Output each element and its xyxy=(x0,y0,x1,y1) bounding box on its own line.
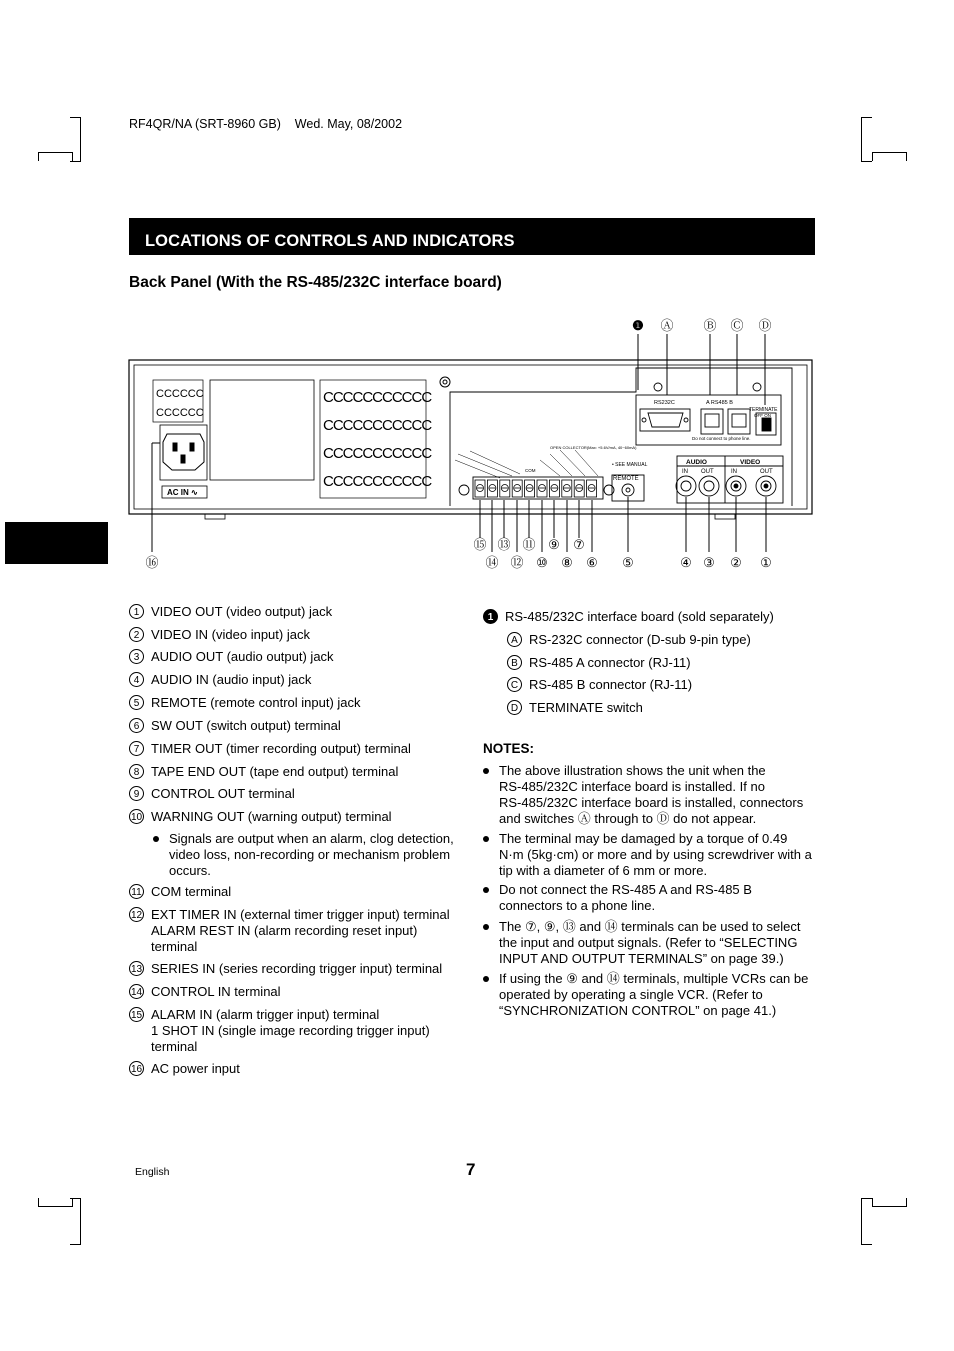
list-item xyxy=(129,1061,240,1077)
svg-text:CCCCCCCCCCC: CCCCCCCCCCC xyxy=(323,417,432,434)
section-title-bar xyxy=(129,218,815,255)
phone-note-label: Do not connect to phone line. xyxy=(692,436,751,441)
video-in-label: IN xyxy=(731,469,737,475)
svg-text:CCCCCC: CCCCCC xyxy=(156,407,204,419)
callout-12: ⑫ xyxy=(510,555,524,570)
callout-14: ⑭ xyxy=(485,555,499,570)
list-item xyxy=(129,907,450,955)
item-text: RS-485/232C interface board (sold separately) xyxy=(505,609,774,624)
callout-10: ⑩ xyxy=(536,555,548,570)
item-number: B xyxy=(507,655,522,670)
panel-screw xyxy=(440,377,450,387)
audio-in-label: IN xyxy=(682,469,688,475)
item-text: CONTROL IN terminal xyxy=(151,984,281,999)
subtitle: Back Panel (With the RS-485/232C interface board) xyxy=(129,274,502,291)
com-label: COM xyxy=(525,468,536,473)
left-grille xyxy=(153,380,204,422)
item-number: 15 xyxy=(129,1007,144,1022)
item-number: 10 xyxy=(129,809,144,824)
list-item xyxy=(129,786,295,802)
svg-text:CCCCCC: CCCCCC xyxy=(156,388,204,400)
off-on-label: OFF ON xyxy=(754,413,771,418)
item-text: AUDIO IN (audio input) jack xyxy=(151,672,312,687)
crop-mark-top-left xyxy=(38,152,73,161)
bullet-dot xyxy=(153,836,159,842)
video-label: VIDEO xyxy=(740,459,761,466)
bullet-dot xyxy=(483,924,489,930)
list-item xyxy=(129,1007,430,1055)
callout-13: ⑬ xyxy=(497,537,511,552)
item-number: 8 xyxy=(129,764,144,779)
section-title: LOCATIONS OF CONTROLS AND INDICATORS xyxy=(145,232,515,250)
footer-language: English xyxy=(135,1166,170,1178)
bullet-dot xyxy=(483,768,489,774)
note-text: The terminal may be damaged by a torque of 0.49 N·m (5kg·cm) or more and by using screwdriver with a tip with a diameter of 6 mm or more. xyxy=(499,831,812,878)
item-number: 2 xyxy=(129,627,144,642)
remote-label: REMOTE xyxy=(613,476,639,482)
terminal-tags xyxy=(455,450,598,478)
item-text: RS-485 B connector (RJ-11) xyxy=(529,677,693,692)
item-text: RS-485 A connector (RJ-11) xyxy=(529,655,691,670)
list-item xyxy=(507,632,751,648)
item-text: CONTROL OUT terminal xyxy=(151,786,295,801)
ac-in-label: AC IN ∿ xyxy=(167,488,198,497)
callout-board-1: ❶ xyxy=(632,318,644,333)
item-text: ALARM IN (alarm trigger input) terminal 1 SHOT IN (single image recording trigger input) terminal xyxy=(151,1007,430,1054)
crop-mark-top-right-vertical xyxy=(861,117,872,162)
item-number: C xyxy=(507,677,522,692)
terminal-block-screws xyxy=(475,480,597,497)
crop-mark-top-right xyxy=(872,152,907,161)
item-number: 1 xyxy=(483,609,498,624)
crop-mark-bottom-right xyxy=(872,1198,907,1207)
bullet-dot xyxy=(483,976,489,982)
header-meta: RF4QR/NA (SRT-8960 GB) Wed. May, 08/2002 xyxy=(129,117,403,131)
item-number: D xyxy=(507,700,522,715)
callout-9: ⑨ xyxy=(548,537,560,552)
callout-b: Ⓑ xyxy=(703,318,717,333)
list-item xyxy=(507,700,643,716)
callout-a: Ⓐ xyxy=(660,318,674,333)
list-item xyxy=(129,695,361,711)
callout-7: ⑦ xyxy=(573,537,585,552)
item-number: 1 xyxy=(129,604,144,619)
video-out-label: OUT xyxy=(760,469,773,475)
rs485-label: A RS485 B xyxy=(706,400,733,406)
callout-3: ③ xyxy=(703,555,715,570)
blank-panel xyxy=(210,380,314,480)
note-item xyxy=(483,971,808,1019)
note-item xyxy=(483,882,752,914)
item-number: 3 xyxy=(129,649,144,664)
audio-out-label: OUT xyxy=(701,469,714,475)
list-item xyxy=(129,764,398,780)
item-text: AC power input xyxy=(151,1061,240,1076)
item-number: 11 xyxy=(129,884,144,899)
terminate-label: TERMINATE xyxy=(749,407,778,413)
item-text: SW OUT (switch output) terminal xyxy=(151,718,341,733)
back-panel-diagram xyxy=(120,310,820,590)
callout-1: ① xyxy=(760,555,772,570)
note-text: Do not connect the RS-485 A and RS-485 B connectors to a phone line. xyxy=(499,882,752,913)
list-item xyxy=(507,677,692,693)
bullet-dot xyxy=(483,887,489,893)
callout-8: ⑧ xyxy=(561,555,573,570)
item-number: 6 xyxy=(129,718,144,733)
item-text: TERMINATE switch xyxy=(529,700,643,715)
callout-5: ⑤ xyxy=(622,555,634,570)
item-number: 5 xyxy=(129,695,144,710)
item-text: REMOTE (remote control input) jack xyxy=(151,695,361,710)
crop-mark-top-left-vertical xyxy=(70,117,81,162)
item-text: RS-232C connector (D-sub 9-pin type) xyxy=(529,632,751,647)
callout-4: ④ xyxy=(680,555,692,570)
list-item xyxy=(129,984,281,1000)
callout-c: Ⓒ xyxy=(730,318,744,333)
list-item xyxy=(129,649,334,665)
item-number: 7 xyxy=(129,741,144,756)
note-text: The ⑦, ⑨, ⑬ and ⑭ terminals can be used to select the input and output signals. (Refer to “SELECTING INPUT AND OUTPUT TERMINALS” on page 39.) xyxy=(499,919,801,966)
crop-mark-bottom-left xyxy=(38,1198,73,1207)
callout-d: Ⓓ xyxy=(758,318,772,333)
crop-mark-bottom-left-vertical xyxy=(70,1198,81,1245)
note-text: The above illustration shows the unit when the RS-485/232C interface board is installed. If no RS-485/232C interface board is installed, connectors and switches Ⓐ through to Ⓓ do not appear. xyxy=(499,763,804,826)
see-manual-label: • SEE MANUAL xyxy=(612,462,648,468)
list-item xyxy=(129,604,332,620)
page-number: 7 xyxy=(466,1160,476,1179)
audio-label: AUDIO xyxy=(686,459,707,466)
item-text: VIDEO OUT (video output) jack xyxy=(151,604,333,619)
item-number: A xyxy=(507,632,522,647)
item-text: VIDEO IN (video input) jack xyxy=(151,627,310,642)
item-text: EXT TIMER IN (external timer trigger input) terminal ALARM REST IN (alarm recording reset input) terminal xyxy=(151,907,450,954)
crop-mark-bottom-right-vertical xyxy=(861,1198,872,1245)
item-number: 16 xyxy=(129,1061,144,1076)
svg-text:CCCCCCCCCCC: CCCCCCCCCCC xyxy=(323,445,432,462)
rs232c-label: RS232C xyxy=(654,400,675,406)
list-item xyxy=(129,627,310,643)
item-text: TAPE END OUT (tape end output) terminal xyxy=(151,764,399,779)
note-item xyxy=(483,919,801,967)
side-tab xyxy=(5,522,108,564)
item-number: 9 xyxy=(129,786,144,801)
item-text: WARNING OUT (warning output) terminal xyxy=(151,809,392,824)
item-number: 13 xyxy=(129,961,144,976)
svg-text:CCCCCCCCCCC: CCCCCCCCCCC xyxy=(323,473,432,490)
right-grille xyxy=(320,380,432,498)
list-item xyxy=(507,655,691,671)
callout-16: ⑯ xyxy=(145,555,159,570)
item-text: TIMER OUT (timer recording output) terminal xyxy=(151,741,411,756)
bullet-text: Signals are output when an alarm, clog detection, video loss, non-recording or mechanism problem occurs. xyxy=(169,831,454,878)
note-item xyxy=(483,763,803,827)
note-text: If using the ⑨ and ⑭ terminals, multiple VCRs can be operated by operating a single VCR. (Refer to “SYNCHRONIZATION CONTROL” on page 41.) xyxy=(499,971,809,1018)
svg-text:CCCCCCCCCCC: CCCCCCCCCCC xyxy=(323,389,432,406)
bullet-dot xyxy=(483,836,489,842)
callout-6: ⑥ xyxy=(586,555,598,570)
list-item xyxy=(129,718,341,734)
item-number: 14 xyxy=(129,984,144,999)
warning-bullet xyxy=(153,831,454,879)
list-item xyxy=(129,741,411,757)
item-text: COM terminal xyxy=(151,884,232,899)
list-item xyxy=(483,609,774,625)
top-callouts xyxy=(632,318,771,333)
notes-heading: NOTES: xyxy=(483,741,535,756)
callout-11: ⑪ xyxy=(522,537,536,552)
item-number: 12 xyxy=(129,907,144,922)
list-item xyxy=(129,809,392,825)
callout-2: ② xyxy=(730,555,742,570)
open-collector-label: OPEN COLLECTOR(Max: +5.6V/mA, 40~60mA) xyxy=(550,445,637,450)
item-text: AUDIO OUT (audio output) jack xyxy=(151,649,334,664)
callout-15: ⑮ xyxy=(473,537,487,552)
list-item xyxy=(129,884,231,900)
note-item xyxy=(483,831,812,879)
list-item xyxy=(129,672,311,688)
item-text: SERIES IN (series recording trigger input) terminal xyxy=(151,961,443,976)
list-item xyxy=(129,961,442,977)
item-number: 4 xyxy=(129,672,144,687)
